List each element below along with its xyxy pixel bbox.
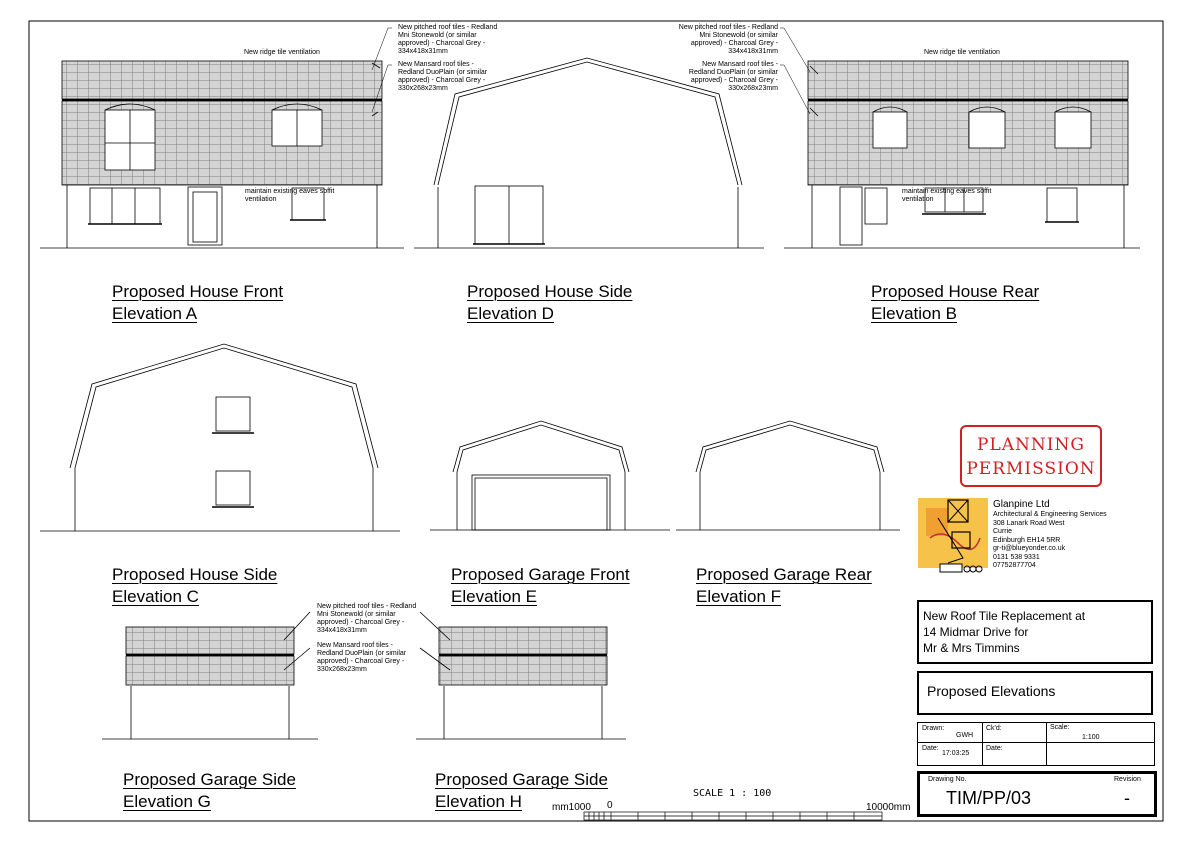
title-garage-side-elevation-h: Proposed Garage Side Elevation H [435, 770, 608, 811]
mansard-tiles-note-left: New Mansard roof tiles - Redland DuoPlain (or similar approved) - Charcoal Grey - 330x268x23mm [398, 61, 488, 92]
eaves-note-right: maintain existing eaves soffit ventilation [902, 188, 992, 203]
scale-bar [584, 812, 882, 820]
title-garage-front-elevation-e: Proposed Garage Front Elevation E [451, 565, 630, 606]
scale-bar-zero-label: 0 [607, 800, 613, 811]
scale-bar-title: SCALE 1 : 100 [693, 788, 772, 799]
mansard-tiles-note-right: New Mansard roof tiles - Redland DuoPlain (or similar approved) - Charcoal Grey - 330x268x23mm [688, 61, 778, 92]
front-elevation-a [40, 61, 404, 248]
rear-elevation-b [784, 61, 1140, 248]
sheet-title: Proposed Elevations [927, 683, 1056, 699]
title-garage-side-elevation-g: Proposed Garage Side Elevation G [123, 770, 296, 811]
scale-bar-right-label: 10000mm [866, 802, 911, 813]
title-side-elevation-d: Proposed House Side Elevation D [467, 282, 633, 323]
drawing-number-box: Drawing No. TIM/PP/03 Revision - [917, 771, 1157, 817]
company-name: Glanpine Ltd [993, 499, 1050, 510]
garage-side-elevation-g [102, 612, 318, 739]
title-side-elevation-c: Proposed House Side Elevation C [112, 565, 278, 606]
project-description-box: New Roof Tile Replacement at 14 Midmar Drive for Mr & Mrs Timmins [917, 600, 1153, 664]
title-rear-elevation-b: Proposed House Rear Elevation B [871, 282, 1040, 323]
ridge-vent-note-right: New ridge tile ventilation [924, 49, 1000, 56]
drawing-number: TIM/PP/03 [946, 788, 1032, 808]
eaves-note-left: maintain existing eaves soffit ventilation [245, 188, 335, 203]
title-garage-rear-elevation-f: Proposed Garage Rear Elevation F [696, 565, 872, 606]
sheet-title-box [917, 671, 1153, 715]
garage-front-elevation-e [430, 421, 670, 530]
mansard-tiles-note-garage: New Mansard roof tiles - Redland DuoPlain (or similar approved) - Charcoal Grey - 330x268x23mm [317, 642, 407, 673]
scale-bar-left-label: mm1000 [552, 802, 591, 813]
pitched-tiles-note-garage: New pitched roof tiles - Redland Mni Stonewold (or similar approved) - Charcoal Grey - 334x418x31mm [317, 603, 417, 634]
revision-value: - [1124, 788, 1130, 808]
side-elevation-c [40, 344, 400, 531]
title-front-elevation-a: Proposed House Front Elevation A [112, 282, 284, 323]
planning-permission-stamp: PLANNING PERMISSION [960, 425, 1102, 487]
garage-side-elevation-h [416, 612, 626, 739]
info-table: Drawn: GWH Ck'd: Scale: 1:100 Date: 17:03:25 Date: [917, 722, 1155, 766]
pitched-tiles-note-right: New pitched roof tiles - Redland Mni Stonewold (or similar approved) - Charcoal Grey - 334x418x31mm [678, 24, 778, 55]
garage-rear-elevation-f [676, 421, 900, 530]
ridge-vent-note-left: New ridge tile ventilation [244, 49, 320, 56]
pitched-tiles-note-left: New pitched roof tiles - Redland Mni Stonewold (or similar approved) - Charcoal Grey - 334x418x31mm [398, 24, 498, 55]
company-details: Glanpine Ltd Architectural & Engineering Services 308 Lanark Road West Currie Edinburgh EH14 5RR gr-ti@blueyonder.co.uk 0131 538 9331 07752877704 [993, 499, 1107, 569]
company-logo [918, 498, 988, 572]
